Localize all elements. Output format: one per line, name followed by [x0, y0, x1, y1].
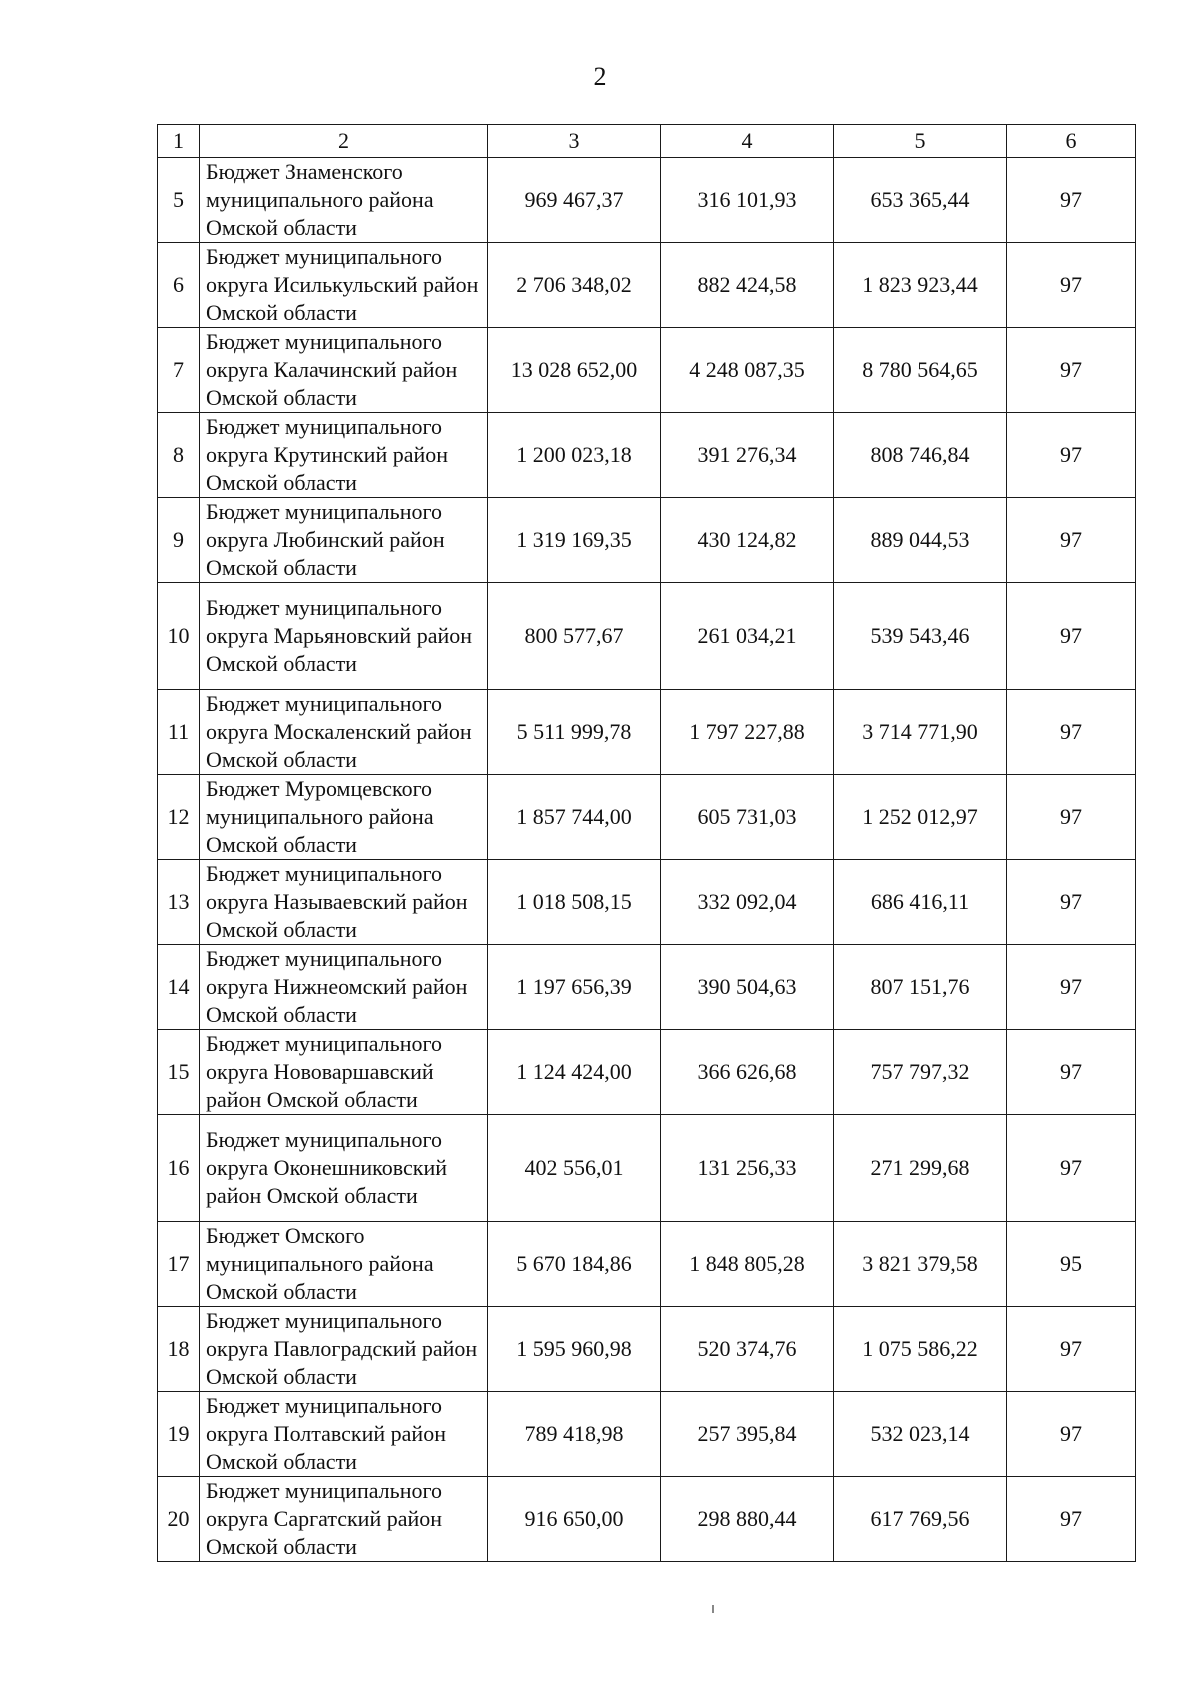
budget-name: Бюджет муниципального округа Москаленский район Омской области [200, 690, 488, 775]
header-col-4: 4 [661, 125, 834, 158]
header-col-1: 1 [158, 125, 200, 158]
amount-col-4: 605 731,03 [661, 775, 834, 860]
amount-col-4: 316 101,93 [661, 158, 834, 243]
budget-name: Бюджет муниципального округа Нижнеомский район Омской области [200, 945, 488, 1030]
row-number: 19 [158, 1392, 200, 1477]
row-number: 20 [158, 1477, 200, 1562]
budget-name: Бюджет муниципального округа Калачинский район Омской области [200, 328, 488, 413]
budget-name: Бюджет Омского муниципального района Омской области [200, 1222, 488, 1307]
row-number: 18 [158, 1307, 200, 1392]
table-row [158, 860, 1136, 945]
amount-col-4: 257 395,84 [661, 1392, 834, 1477]
amount-col-4: 430 124,82 [661, 498, 834, 583]
table-row [158, 775, 1136, 860]
amount-col-4: 1 848 805,28 [661, 1222, 834, 1307]
amount-col-4: 366 626,68 [661, 1030, 834, 1115]
table-row [158, 413, 1136, 498]
header-row [158, 125, 1136, 158]
table-row [158, 1392, 1136, 1477]
budget-name: Бюджет муниципального округа Любинский район Омской области [200, 498, 488, 583]
amount-col-3: 916 650,00 [488, 1477, 661, 1562]
table-row [158, 1477, 1136, 1562]
row-number: 9 [158, 498, 200, 583]
amount-col-5: 807 151,76 [834, 945, 1007, 1030]
row-number: 7 [158, 328, 200, 413]
header-col-3: 3 [488, 125, 661, 158]
amount-col-5: 1 075 586,22 [834, 1307, 1007, 1392]
table-row [158, 498, 1136, 583]
table-row [158, 583, 1136, 690]
budget-name: Бюджет муниципального округа Павлоградский район Омской области [200, 1307, 488, 1392]
row-number: 12 [158, 775, 200, 860]
table-row [158, 1307, 1136, 1392]
row-number: 5 [158, 158, 200, 243]
amount-col-3: 1 200 023,18 [488, 413, 661, 498]
percent-col-6: 97 [1007, 1307, 1136, 1392]
table-header [158, 125, 1136, 158]
amount-col-5: 686 416,11 [834, 860, 1007, 945]
table-row [158, 1030, 1136, 1115]
budget-name: Бюджет муниципального округа Полтавский район Омской области [200, 1392, 488, 1477]
percent-col-6: 97 [1007, 1115, 1136, 1222]
row-number: 17 [158, 1222, 200, 1307]
percent-col-6: 97 [1007, 690, 1136, 775]
amount-col-5: 532 023,14 [834, 1392, 1007, 1477]
amount-col-5: 653 365,44 [834, 158, 1007, 243]
percent-col-6: 97 [1007, 1392, 1136, 1477]
amount-col-3: 1 595 960,98 [488, 1307, 661, 1392]
table-row [158, 158, 1136, 243]
header-col-5: 5 [834, 125, 1007, 158]
amount-col-5: 889 044,53 [834, 498, 1007, 583]
amount-col-5: 8 780 564,65 [834, 328, 1007, 413]
row-number: 13 [158, 860, 200, 945]
amount-col-5: 3 821 379,58 [834, 1222, 1007, 1307]
amount-col-5: 271 299,68 [834, 1115, 1007, 1222]
percent-col-6: 95 [1007, 1222, 1136, 1307]
amount-col-4: 882 424,58 [661, 243, 834, 328]
amount-col-4: 4 248 087,35 [661, 328, 834, 413]
amount-col-3: 1 857 744,00 [488, 775, 661, 860]
table-row [158, 1222, 1136, 1307]
amount-col-4: 298 880,44 [661, 1477, 834, 1562]
amount-col-3: 800 577,67 [488, 583, 661, 690]
budget-name: Бюджет Знаменского муниципального района Омской области [200, 158, 488, 243]
row-number: 15 [158, 1030, 200, 1115]
table-row [158, 690, 1136, 775]
amount-col-5: 539 543,46 [834, 583, 1007, 690]
percent-col-6: 97 [1007, 945, 1136, 1030]
budget-name: Бюджет муниципального округа Оконешниковский район Омской области [200, 1115, 488, 1222]
percent-col-6: 97 [1007, 1477, 1136, 1562]
amount-col-4: 131 256,33 [661, 1115, 834, 1222]
amount-col-3: 969 467,37 [488, 158, 661, 243]
percent-col-6: 97 [1007, 1030, 1136, 1115]
amount-col-4: 391 276,34 [661, 413, 834, 498]
amount-col-3: 789 418,98 [488, 1392, 661, 1477]
budget-table [157, 124, 1136, 1562]
amount-col-3: 5 511 999,78 [488, 690, 661, 775]
table-row [158, 243, 1136, 328]
amount-col-4: 520 374,76 [661, 1307, 834, 1392]
amount-col-5: 1 252 012,97 [834, 775, 1007, 860]
row-number: 6 [158, 243, 200, 328]
budget-name: Бюджет Муромцевского муниципального района Омской области [200, 775, 488, 860]
budget-name: Бюджет муниципального округа Исилькульский район Омской области [200, 243, 488, 328]
percent-col-6: 97 [1007, 243, 1136, 328]
amount-col-5: 808 746,84 [834, 413, 1007, 498]
budget-name: Бюджет муниципального округа Саргатский район Омской области [200, 1477, 488, 1562]
header-col-6: 6 [1007, 125, 1136, 158]
amount-col-3: 1 124 424,00 [488, 1030, 661, 1115]
amount-col-5: 1 823 923,44 [834, 243, 1007, 328]
amount-col-3: 402 556,01 [488, 1115, 661, 1222]
row-number: 8 [158, 413, 200, 498]
budget-name: Бюджет муниципального округа Марьяновский район Омской области [200, 583, 488, 690]
budget-name: Бюджет муниципального округа Крутинский район Омской области [200, 413, 488, 498]
row-number: 16 [158, 1115, 200, 1222]
percent-col-6: 97 [1007, 583, 1136, 690]
percent-col-6: 97 [1007, 498, 1136, 583]
budget-name: Бюджет муниципального округа Нововаршавский район Омской области [200, 1030, 488, 1115]
amount-col-5: 617 769,56 [834, 1477, 1007, 1562]
row-number: 10 [158, 583, 200, 690]
amount-col-3: 5 670 184,86 [488, 1222, 661, 1307]
amount-col-4: 390 504,63 [661, 945, 834, 1030]
table-row [158, 1115, 1136, 1222]
page-number: 2 [593, 62, 607, 91]
amount-col-5: 757 797,32 [834, 1030, 1007, 1115]
amount-col-3: 13 028 652,00 [488, 328, 661, 413]
amount-col-5: 3 714 771,90 [834, 690, 1007, 775]
row-number: 11 [158, 690, 200, 775]
percent-col-6: 97 [1007, 413, 1136, 498]
percent-col-6: 97 [1007, 158, 1136, 243]
row-number: 14 [158, 945, 200, 1030]
budget-name: Бюджет муниципального округа Называевский район Омской области [200, 860, 488, 945]
amount-col-3: 1 018 508,15 [488, 860, 661, 945]
amount-col-3: 1 319 169,35 [488, 498, 661, 583]
table-body [158, 158, 1136, 1562]
table-row [158, 945, 1136, 1030]
amount-col-4: 332 092,04 [661, 860, 834, 945]
amount-col-3: 1 197 656,39 [488, 945, 661, 1030]
amount-col-3: 2 706 348,02 [488, 243, 661, 328]
amount-col-4: 1 797 227,88 [661, 690, 834, 775]
percent-col-6: 97 [1007, 860, 1136, 945]
amount-col-4: 261 034,21 [661, 583, 834, 690]
scan-mark [712, 1605, 714, 1613]
header-col-2: 2 [200, 125, 488, 158]
table-row [158, 328, 1136, 413]
percent-col-6: 97 [1007, 775, 1136, 860]
percent-col-6: 97 [1007, 328, 1136, 413]
